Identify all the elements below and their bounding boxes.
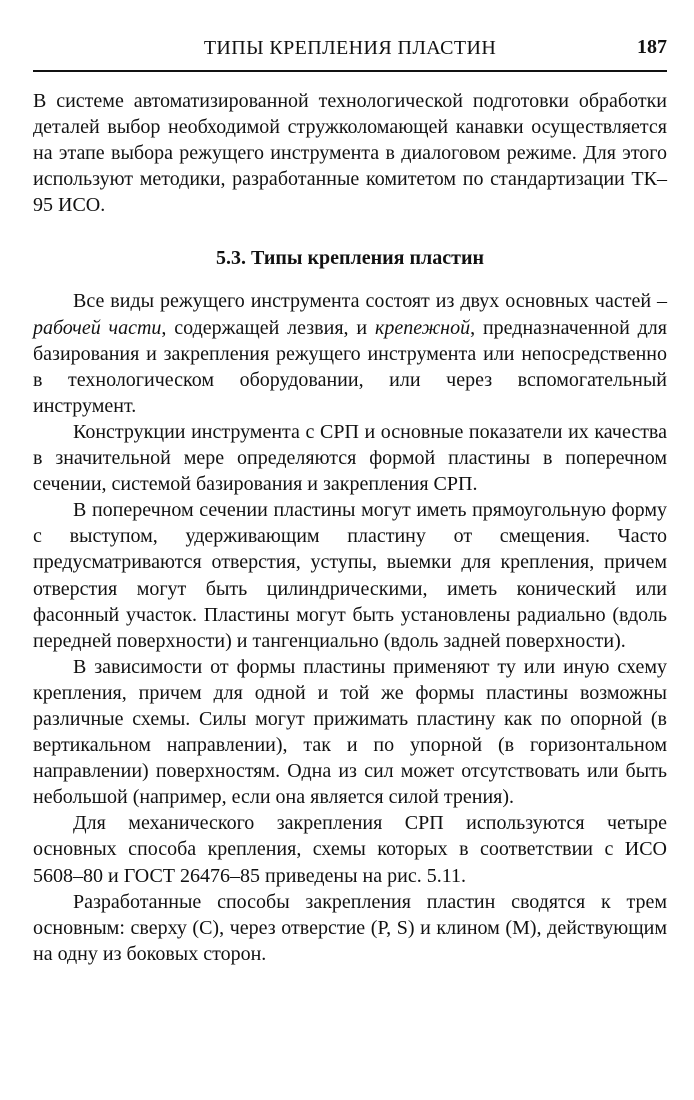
section-heading: 5.3. Типы крепления пластин <box>215 247 484 270</box>
page-number: 187 <box>637 36 667 58</box>
paragraph-1 <box>33 288 667 418</box>
paragraph-1-text-c: , предназначенной для базирования и закрепления режущего инструмента или непосредственно в технологическом оборудовании, или через вспомогательный инструмент. <box>33 316 667 417</box>
book-page <box>33 30 667 967</box>
term-fastening-part: крепежной <box>374 316 471 339</box>
header-rule <box>33 70 667 72</box>
paragraph-1-text-b: , содержащей лезвия, и <box>161 316 375 339</box>
paragraph-2: Конструкции инструмента с СРП и основные показатели их качества в значительной мере определяются формой пластины в поперечном сечении, системой базирования и закрепления СРП. <box>33 420 667 496</box>
paragraph-3: В поперечном сечении пластины могут иметь прямоугольную форму с выступом, удерживающим пластину от смещения. Часто предусматриваются отверстия, уступы, выемки для крепления, причем отверстия могут быть цилиндрическими, иметь конический или фасонный участок. Пластины могут быть установлены радиально (вдоль передней поверхности) и тангенциально (вдоль задней поверхности). <box>33 499 667 652</box>
paragraph-4: В зависимости от формы пластины применяют ту или иную схему крепления, причем для одной и той же формы пластины возможны различные схемы. Силы могут прижимать пластину как по опорной (в вертикальном направлении), так и по упорной (в горизонтальном направлении) поверхностям. Одна из сил может отсутствовать или быть небольшой (например, если она является силой трения). <box>33 655 667 809</box>
paragraph-6: Разработанные способы закрепления пластин сводятся к трем основным: сверху (С), через отверстие (Р, S) и клином (М), действующим на одну из боковых сторон. <box>33 890 667 965</box>
intro-paragraph: В системе автоматизированной технологической подготовки обработки деталей выбор необходимой стружколомающей канавки осуществляется на этапе выбора режущего инструмента в диалоговом режиме. Для этого используют методики, разработанные комитетом по стандартизации ТК–95 ИСО. <box>33 90 667 217</box>
running-title: ТИПЫ КРЕПЛЕНИЯ ПЛАСТИН <box>203 37 497 59</box>
paragraph-1-text-a: Все виды режущего инструмента состоят из двух основных частей – <box>73 290 667 313</box>
term-working-part: рабочей части <box>33 316 162 339</box>
running-header <box>33 30 667 70</box>
paragraph-5: Для механического закрепления СРП используются четыре основных способа крепления, схемы которых в соответствии с ИСО 5608–80 и ГОСТ 26476–85 приведены на рис. 5.11. <box>33 812 667 887</box>
